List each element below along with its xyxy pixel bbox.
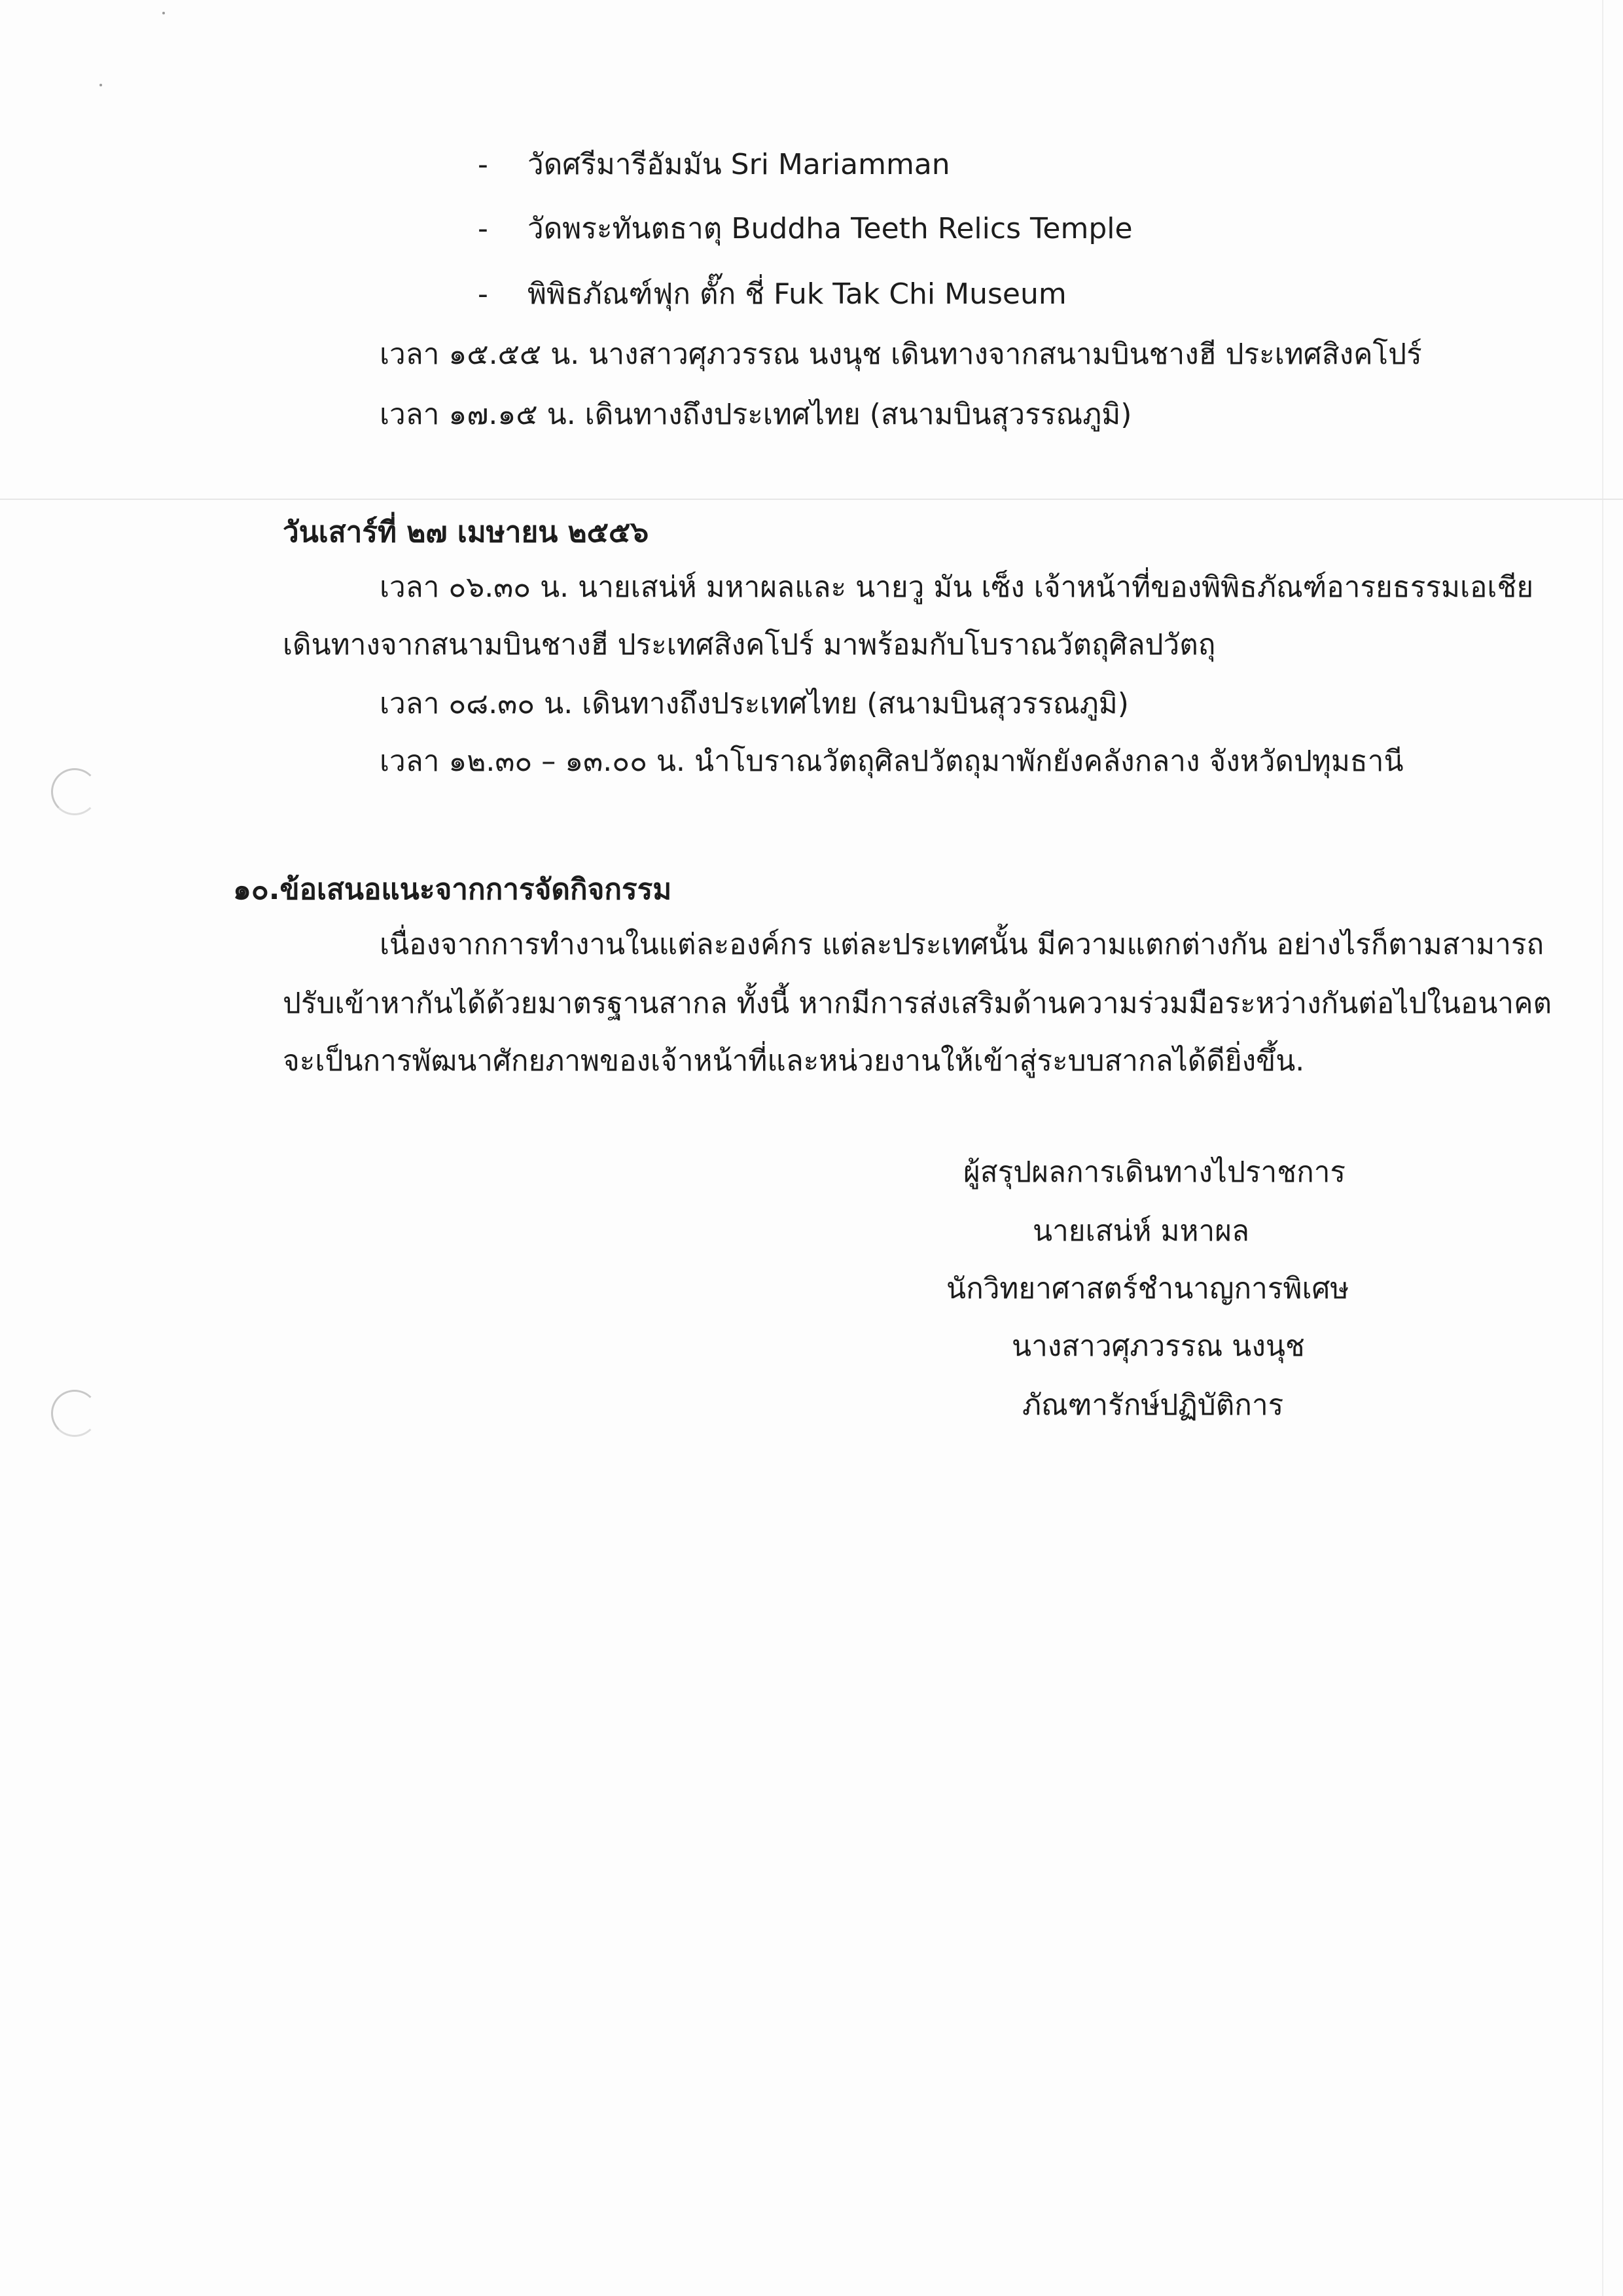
signature-caption: ผู้สรุปผลการเดินทางไปราชการ [963, 1156, 1346, 1189]
scan-speck [162, 12, 165, 14]
paragraph-line: จะเป็นการพัฒนาศักยภาพของเจ้าหน้าที่และหน่วยงานให้เข้าสู่ระบบสากลได้ดียิ่งขึ้น. [283, 1044, 1305, 1078]
scan-fold-line [0, 499, 1623, 500]
bullet-item-fuk-tak-chi: พิพิธภัณฑ์ฟุก ตั๊ก ชี่ Fuk Tak Chi Museum [527, 277, 1067, 311]
punch-hole-top [51, 768, 98, 815]
paragraph-line: เนื่องจากการทำงานในแต่ละองค์กร แต่ละประเทศนั้น มีความแตกต่างกัน อย่างไรก็ตามสามารถ [380, 928, 1544, 961]
scan-edge-line [1602, 0, 1603, 2296]
bullet-item-buddha-teeth-relics: วัดพระทันตธาตุ Buddha Teeth Relics Temple [527, 212, 1133, 245]
signatory-name: นายเสน่ห์ มหาผล [1033, 1214, 1249, 1248]
section-heading: ๑๐.ข้อเสนอแนะจากการจัดกิจกรรม [233, 873, 672, 906]
schedule-time-line-cont: เดินทางจากสนามบินชางฮี ประเทศสิงคโปร์ มาพร้อมกับโบราณวัตถุศิลปวัตถุ [283, 628, 1216, 662]
schedule-time-line: เวลา ๑๗.๑๕ น. เดินทางถึงประเทศไทย (สนามบินสุวรรณภูมิ) [380, 398, 1132, 431]
schedule-time-line: เวลา ๑๕.๕๕ น. นางสาวศุภวรรณ นงนุช เดินทางจากสนามบินชางฮี ประเทศสิงคโปร์ [380, 338, 1422, 371]
paragraph-line: ปรับเข้าหากันได้ด้วยมาตรฐานสากล ทั้งนี้ หากมีการส่งเสริมด้านความร่วมมือระหว่างกันต่อไปในอนาคต [283, 987, 1552, 1020]
scan-speck [99, 84, 102, 86]
bullet-dash: - [478, 148, 488, 181]
bullet-item-sri-mariamman: วัดศรีมารีอัมมัน Sri Mariamman [527, 148, 950, 181]
schedule-time-line: เวลา ๐๘.๓๐ น. เดินทางถึงประเทศไทย (สนามบินสุวรรณภูมิ) [380, 687, 1129, 720]
signatory-title: นักวิทยาศาสตร์ชำนาญการพิเศษ [946, 1272, 1349, 1305]
bullet-dash: - [478, 212, 488, 245]
day-heading: วันเสาร์ที่ ๒๗ เมษายน ๒๕๕๖ [283, 516, 649, 549]
signatory-name: นางสาวศุภวรรณ นงนุช [1012, 1330, 1305, 1363]
punch-hole-bottom [51, 1390, 98, 1437]
schedule-time-line: เวลา ๑๒.๓๐ – ๑๓.๐๐ น. นำโบราณวัตถุศิลปวัตถุมาพักยังคลังกลาง จังหวัดปทุมธานี [380, 745, 1404, 778]
schedule-time-line: เวลา ๐๖.๓๐ น. นายเสน่ห์ มหาผลและ นายวู มัน เซ็ง เจ้าหน้าที่ของพิพิธภัณฑ์อารยธรรมเอเชีย [380, 571, 1534, 604]
signatory-title: ภัณฑารักษ์ปฏิบัติการ [1022, 1388, 1284, 1422]
bullet-dash: - [478, 277, 488, 311]
